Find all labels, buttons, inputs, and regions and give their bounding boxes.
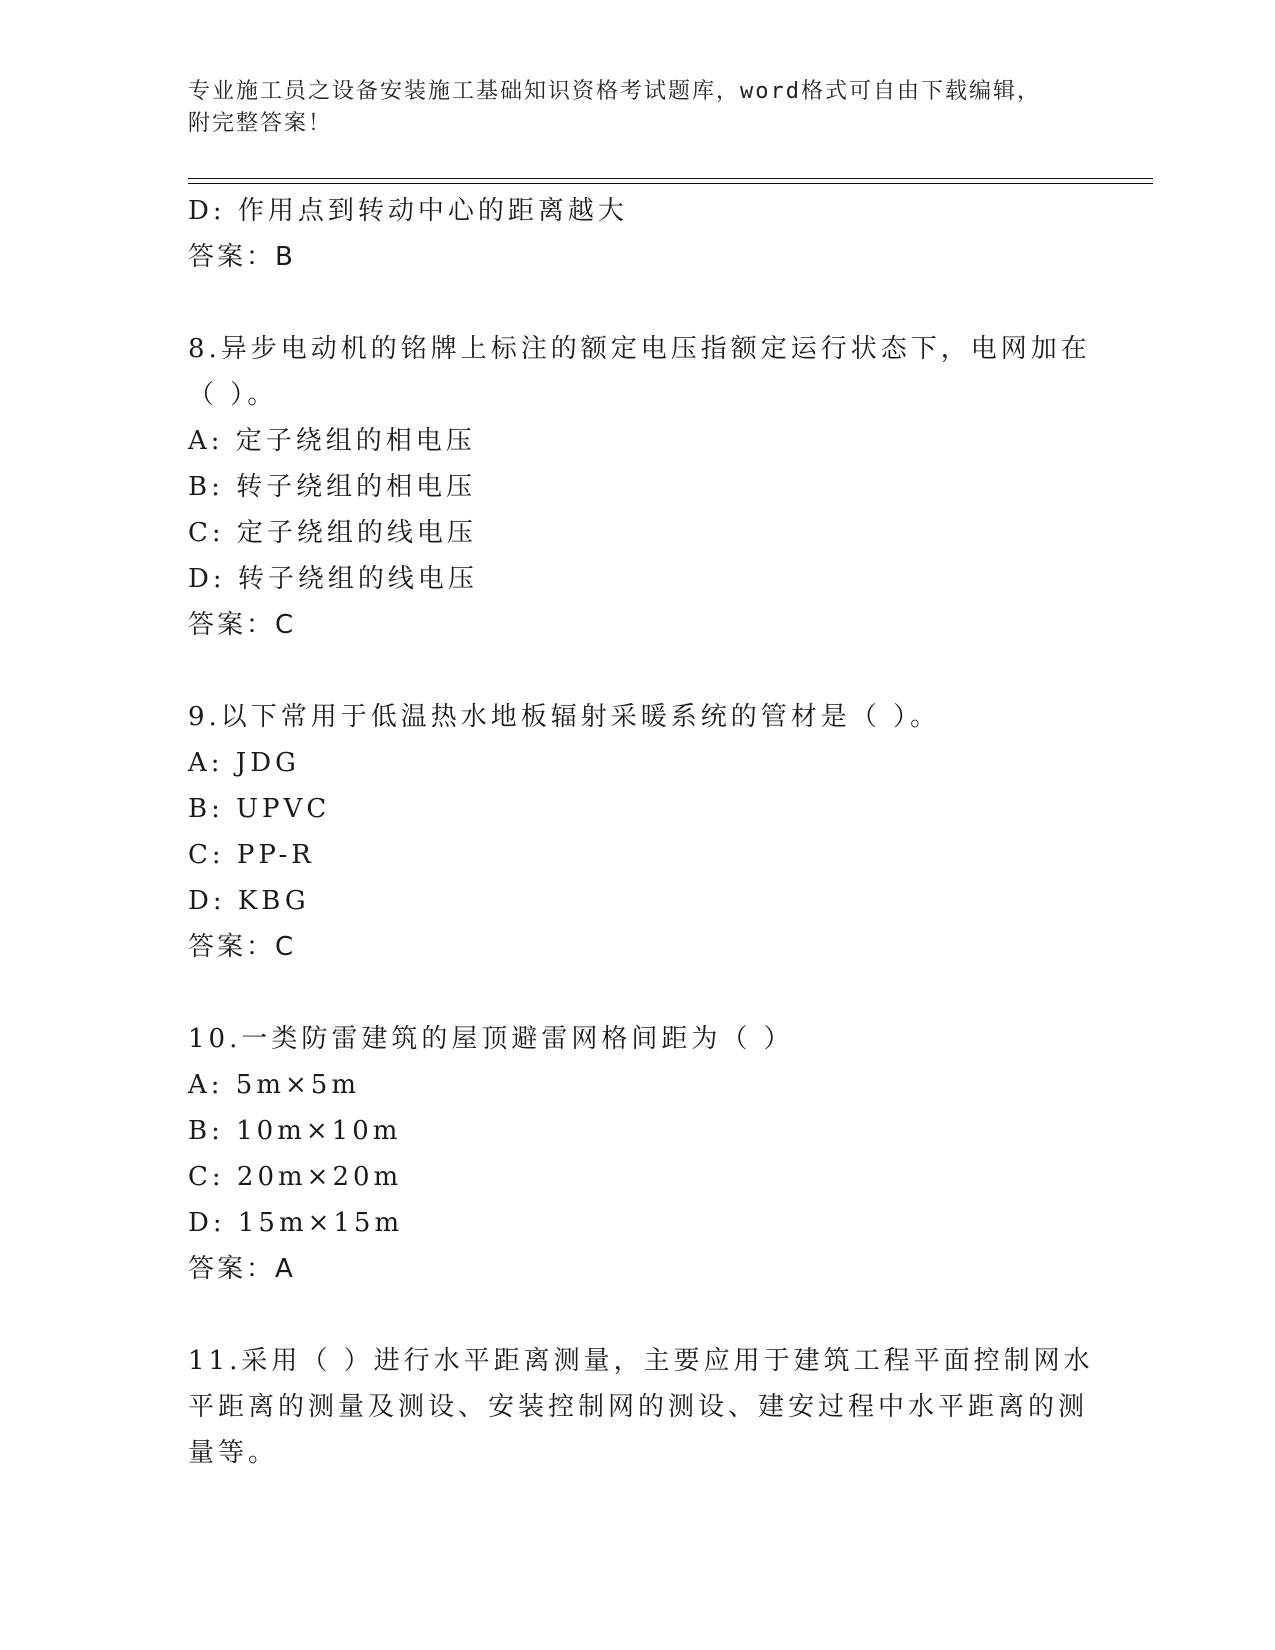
question-stem: （ ）。 xyxy=(188,380,278,410)
option-b: B: UPVC xyxy=(188,794,331,824)
option-b: B: 转子绕组的相电压 xyxy=(188,472,477,502)
answer-line: 答案：C xyxy=(188,932,297,962)
document-header xyxy=(188,76,1088,140)
header-rule-top xyxy=(188,178,1153,179)
option-c: C: 定子绕组的线电压 xyxy=(188,518,477,548)
option-d: D: 15m×15m xyxy=(188,1208,404,1238)
header-line-1: 专业施工员之设备安装施工基础知识资格考试题库，word格式可自由下载编辑， xyxy=(188,79,1041,104)
question-9 xyxy=(188,694,1088,970)
question-8 xyxy=(188,326,1091,648)
option-d: D: KBG xyxy=(188,886,310,916)
question-10 xyxy=(188,1016,1088,1292)
option-a: A: 5m×5m xyxy=(188,1070,360,1100)
answer-line: 答案：A xyxy=(188,1254,296,1284)
question-stem: 11.采用（ ）进行水平距离测量，主要应用于建筑工程平面控制网水 xyxy=(188,1346,1094,1376)
option-a: A: 定子绕组的相电压 xyxy=(188,426,476,456)
previous-question-tail xyxy=(188,188,1088,280)
question-stem: 8.异步电动机的铭牌上标注的额定电压指额定运行状态下，电网加在 xyxy=(188,334,1091,364)
option-d: D: 作用点到转动中心的距离越大 xyxy=(188,196,628,226)
question-stem: 量等。 xyxy=(188,1438,279,1468)
question-content xyxy=(188,188,1094,1476)
option-c: C: PP-R xyxy=(188,840,315,870)
answer-line: 答案：C xyxy=(188,610,297,640)
question-11 xyxy=(188,1338,1094,1476)
header-rule-bottom xyxy=(188,183,1153,184)
question-stem: 平距离的测量及测设、安装控制网的测设、建安过程中水平距离的测 xyxy=(188,1392,1089,1422)
answer-line: 答案：B xyxy=(188,242,296,272)
option-a: A: JDG xyxy=(188,748,300,778)
question-stem: 9.以下常用于低温热水地板辐射采暖系统的管材是（ ）。 xyxy=(188,702,941,732)
option-d: D: 转子绕组的线电压 xyxy=(188,564,478,594)
option-b: B: 10m×10m xyxy=(188,1116,402,1146)
option-c: C: 20m×20m xyxy=(188,1162,403,1192)
question-stem: 10.一类防雷建筑的屋顶避雷网格间距为（ ） xyxy=(188,1024,794,1054)
header-line-2: 附完整答案！ xyxy=(188,111,333,136)
